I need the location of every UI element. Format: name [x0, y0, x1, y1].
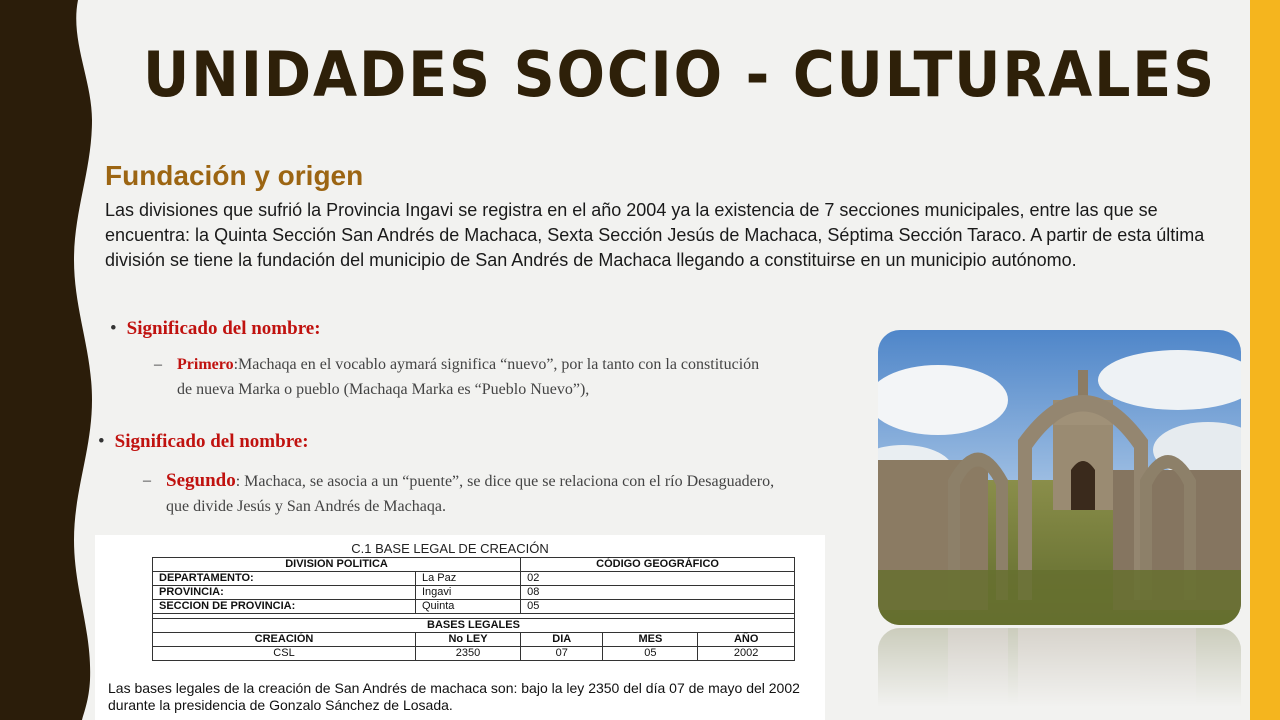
bullet-label: Significado del nombre: — [114, 431, 309, 452]
table-row — [153, 558, 795, 572]
sub-text: :Machaqa en el vocablo aymará significa “nuevo”, por la tanto con la constitución de nueva Marka o pueblo (Machaqa Marka es “Pueblo Nuevo”), — [177, 356, 760, 398]
row-label: SECCION DE PROVINCIA: — [153, 600, 416, 614]
sub-item-primero — [154, 352, 777, 402]
cell-creacion: CSL — [153, 647, 416, 661]
table-row — [153, 633, 795, 647]
row-value: La Paz — [416, 572, 521, 586]
col-dia: DIA — [521, 633, 603, 647]
slide-title: UNIDADES SOCIO - CULTURALES — [143, 38, 1217, 111]
col-creacion: CREACIÓN — [153, 633, 416, 647]
header-codigo: CÓDIGO GEOGRÁFICO — [521, 558, 795, 572]
table-row — [153, 572, 795, 586]
legal-base-document — [95, 535, 825, 720]
row-code: 08 — [521, 586, 795, 600]
row-code: 05 — [521, 600, 795, 614]
right-accent-band — [1250, 0, 1280, 720]
col-anio: AÑO — [698, 633, 795, 647]
sub-text: : Machaca, se asocia a un “puente”, se dice que se relaciona con el río Desaguadero, que divide Jesús y San Andrés de Machaqa. — [166, 473, 775, 515]
header-bases: BASES LEGALES — [153, 619, 795, 633]
church-arches-photo — [878, 330, 1241, 625]
col-no-ley: No LEY — [416, 633, 521, 647]
cell-no-ley: 2350 — [416, 647, 521, 661]
header-division: DIVISION POLITICA — [153, 558, 521, 572]
cell-mes: 05 — [603, 647, 698, 661]
document-caption: Las bases legales de la creación de San Andrés de machaca son: bajo la ley 2350 del día 07 de mayo del 2002 durante la presidencia de Gonzalo Sánchez de Losada. — [108, 680, 800, 713]
table-row — [153, 619, 795, 633]
row-code: 02 — [521, 572, 795, 586]
legal-base-table — [152, 557, 795, 661]
sub-keyword: Segundo — [166, 470, 236, 491]
dash-marker: – — [143, 472, 151, 489]
cell-anio: 2002 — [698, 647, 795, 661]
bullet-dot: • — [110, 318, 117, 339]
table-row — [153, 647, 795, 661]
bullet-dot: • — [98, 431, 105, 452]
row-value: Quinta — [416, 600, 521, 614]
sub-item-segundo — [143, 468, 786, 519]
section-heading: Fundación y origen — [105, 160, 364, 191]
intro-paragraph: Las divisiones que sufrió la Provincia Ingavi se registra en el año 2004 ya la existencia de 7 secciones municipales, entre las que se encuentra: la Quinta Sección San Andrés de Machaca, Sexta Sección Jesús de Machaca, Séptima Sección Taraco. A partir de esta última división se tiene la fundación del municipio de San Andrés de Machaca llegando a constituirse en un municipio autónomo. — [105, 200, 1205, 270]
dash-marker: – — [154, 356, 162, 373]
col-mes: MES — [603, 633, 698, 647]
row-label: PROVINCIA: — [153, 586, 416, 600]
table-row — [153, 586, 795, 600]
photo-reflection — [878, 628, 1241, 720]
cell-dia: 07 — [521, 647, 603, 661]
bullet-significado-2 — [98, 431, 309, 453]
sub-keyword: Primero — [177, 356, 234, 373]
row-value: Ingavi — [416, 586, 521, 600]
bullet-label: Significado del nombre: — [126, 318, 321, 339]
table-row — [153, 600, 795, 614]
document-heading: C.1 BASE LEGAL DE CREACIÓN — [351, 541, 549, 556]
row-label: DEPARTAMENTO: — [153, 572, 416, 586]
bullet-significado-1 — [110, 318, 321, 340]
